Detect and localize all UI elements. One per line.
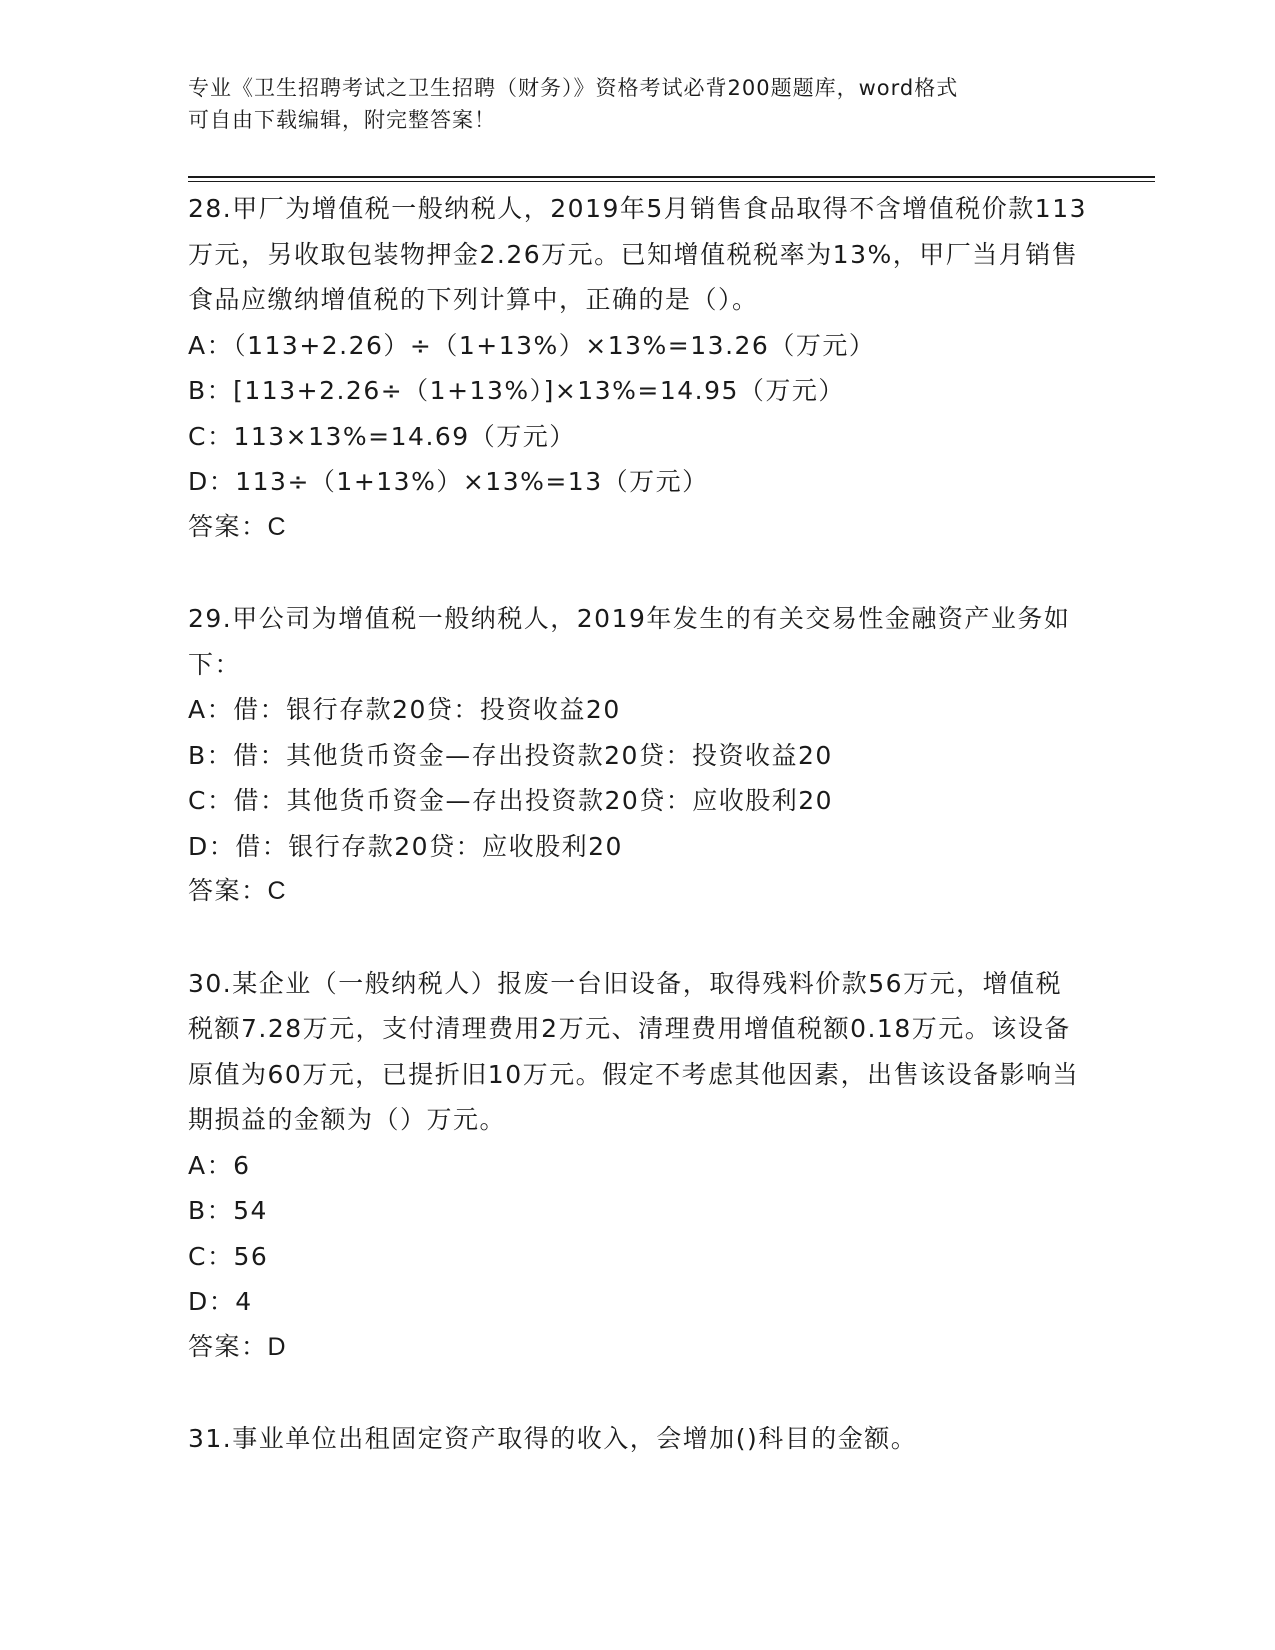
question-stem: 30.某企业（一般纳税人）报废一台旧设备，取得残料价款56万元，增值税税额7.28万元，支付清理费用2万元、清理费用增值税额0.18万元。该设备原值为60万元，已提折旧10万元。假定不考虑其他因素，出售该设备影响当期损益的金额为（）万元。 [188, 968, 1080, 1134]
option-c: C：113×13%=14.69（万元） [188, 421, 576, 451]
document-header [188, 72, 1088, 136]
question-stem: 29.甲公司为增值税一般纳税人，2019年发生的有关交易性金融资产业务如下： [188, 604, 1071, 679]
answer-line: 答案：D [188, 1332, 288, 1361]
option-b: B：[113+2.26÷（1+13%）]×13%=14.95（万元） [188, 376, 845, 405]
header-line-1: 专业《卫生招聘考试之卫生招聘（财务）》资格考试必背200题题库，word格式 [188, 76, 959, 100]
option-d: D：113÷（1+13%）×13%=13（万元） [188, 467, 709, 496]
option-b: B：54 [188, 1196, 268, 1225]
question-28 [188, 186, 1088, 550]
answer-line: 答案：C [188, 512, 288, 541]
option-d: D：4 [188, 1287, 253, 1316]
option-b: B：借：其他货币资金—存出投资款20贷：投资收益20 [188, 740, 833, 770]
question-stem: 28.甲厂为增值税一般纳税人，2019年5月销售食品取得不含增值税价款113万元，另收取包装物押金2.26万元。已知增值税税率为13%，甲厂当月销售食品应缴纳增值税的下列计算中，正确的是（）。 [188, 194, 1088, 314]
header-divider-thick [188, 176, 1155, 178]
question-31 [188, 1416, 1088, 1462]
option-a: A：（113+2.26）÷（1+13%）×13%=13.26（万元） [188, 330, 876, 360]
answer-line: 答案：C [188, 877, 288, 905]
question-30 [188, 961, 1088, 1371]
option-list [188, 323, 1088, 505]
question-29 [188, 596, 1088, 915]
header-divider-thin [188, 181, 1155, 182]
option-a: A：6 [188, 1150, 251, 1180]
option-list [188, 687, 1088, 869]
option-d: D：借：银行存款20贷：应收股利20 [188, 831, 623, 861]
question-list [188, 186, 1088, 1462]
option-c: C：借：其他货币资金—存出投资款20贷：应收股利20 [188, 786, 834, 815]
option-a: A：借：银行存款20贷：投资收益20 [188, 695, 621, 724]
option-c: C：56 [188, 1241, 269, 1271]
question-stem: 31.事业单位出租固定资产取得的收入，会增加()科目的金额。 [188, 1424, 918, 1453]
header-line-2: 可自由下载编辑，附完整答案！ [188, 108, 496, 132]
option-list [188, 1143, 1088, 1325]
